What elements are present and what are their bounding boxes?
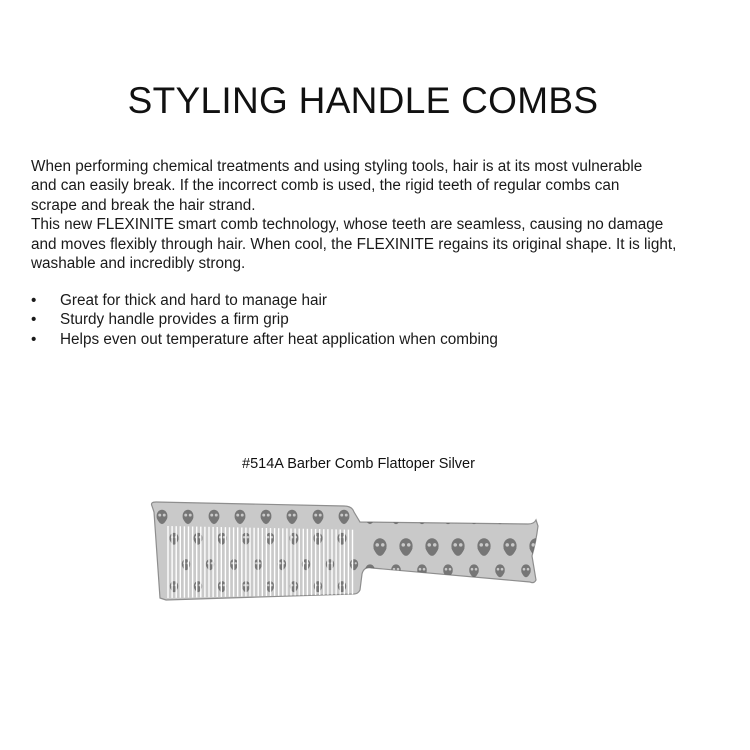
feature-item — [31, 291, 731, 310]
feature-list — [31, 291, 731, 349]
skull-icon — [469, 510, 480, 524]
comb-image — [140, 498, 560, 610]
feature-text: Great for thick and hard to manage hair — [60, 292, 327, 309]
feature-item — [31, 310, 731, 329]
feature-item — [31, 330, 731, 349]
description-paragraph — [31, 157, 731, 273]
description-line: scrape and break the hair strand. — [31, 196, 256, 214]
description-line: and can easily break. If the incorrect comb is used, the rigid teeth of regular combs can — [31, 177, 620, 195]
bullet-marker: • — [31, 311, 37, 329]
product-caption: #514A Barber Comb Flattoper Silver — [242, 456, 475, 472]
bullet-marker: • — [31, 330, 37, 348]
skull-icon — [417, 564, 427, 577]
skull-icon — [443, 510, 454, 524]
bullet-marker: • — [31, 292, 37, 309]
description-line: This new FLEXINITE smart comb technology, whose teeth are seamless, causing no damage — [31, 216, 664, 234]
skull-icon — [495, 510, 506, 524]
skull-icon — [521, 510, 532, 524]
skull-icon — [417, 510, 428, 524]
feature-text: Sturdy handle provides a firm grip — [60, 311, 289, 329]
page-title: STYLING HANDLE COMBS — [127, 80, 599, 121]
description-line: When performing chemical treatments and using styling tools, hair is at its most vulnerable — [31, 158, 643, 175]
description-line: and moves flexibly through hair. When cool, the FLEXINITE regains its original shape. It is light, — [31, 235, 677, 253]
skull-icon — [365, 564, 375, 577]
description-line: washable and incredibly strong. — [31, 255, 246, 273]
feature-text: Helps even out temperature after heat application when combing — [60, 330, 498, 348]
comb-body — [152, 502, 543, 600]
